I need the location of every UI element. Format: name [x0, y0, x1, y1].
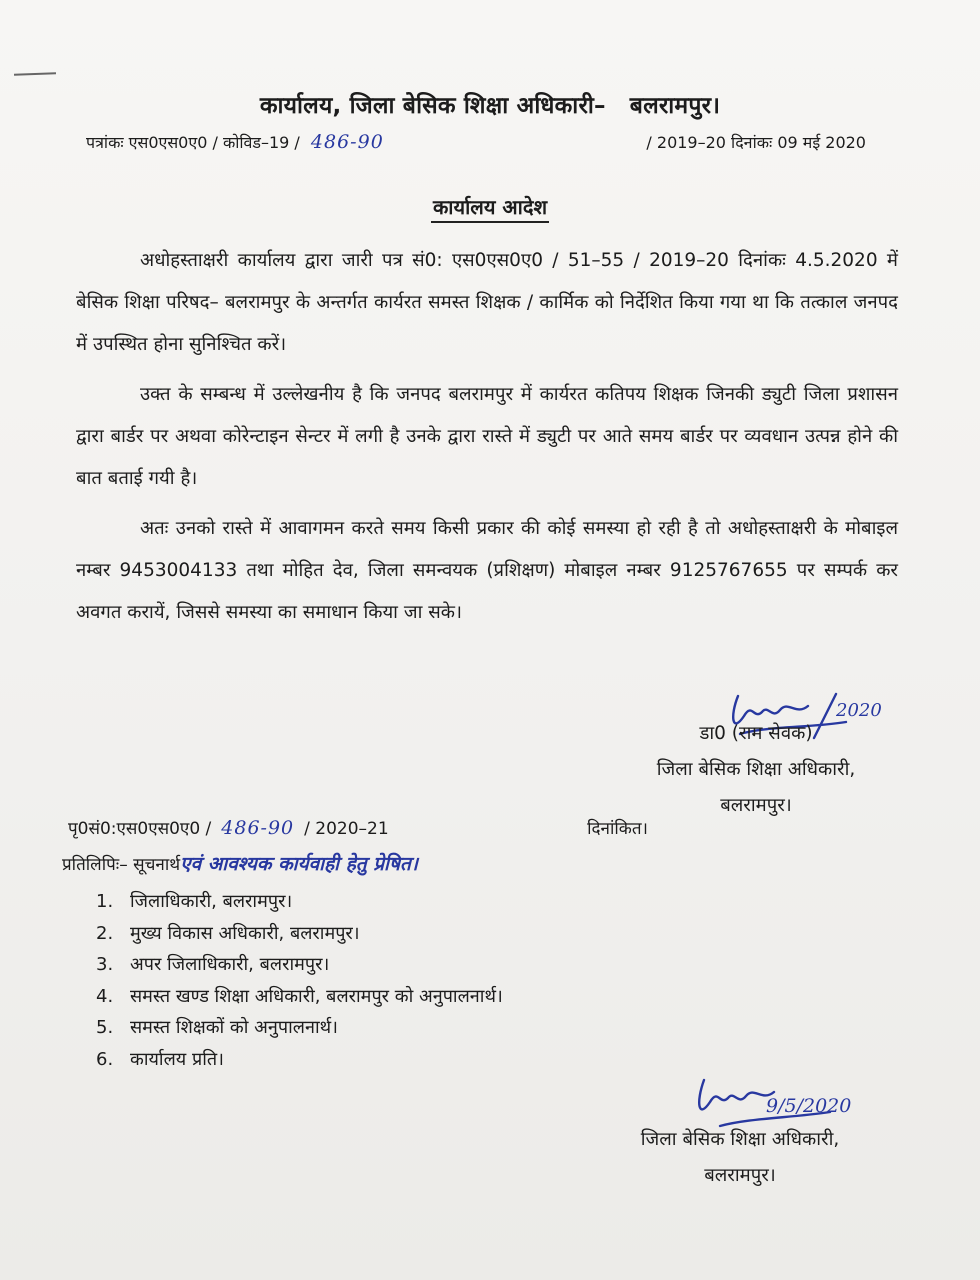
recipient-text: मुख्य विकास अधिकारी, बलरामपुर।: [130, 922, 360, 944]
office-district: बलरामपुर।: [629, 93, 721, 119]
recipient-number: 5.: [96, 1017, 114, 1038]
signatory-place: बलरामपुर।: [720, 795, 792, 816]
signatory-name: डा0 (राम सेवक): [699, 723, 813, 744]
signatory-2-place: बलरामपुर।: [704, 1165, 776, 1186]
recipient-number: 4.: [96, 985, 114, 1007]
body-paragraph-3: अतः उनको रास्ते में आवागमन करते समय किसी प्रकार की कोई समस्या हो रही है तो अधोहस्ताक्षरी के मोबाइल नम्बर 9453004133 तथा मोहित देव, जिला समन्वयक (प्रशिक्षण) मोबाइल नम्बर 9125767655 पर सम्पर्क कर अवगत करायें, जिससे समस्या का समाधान किया जा सके।: [76, 518, 898, 623]
recipient-text: अपर जिलाधिकारी, बलरामपुर।: [130, 954, 330, 975]
reference-line: [86, 131, 866, 161]
signatory-2-designation: जिला बेसिक शिक्षा अधिकारी,: [640, 1129, 840, 1150]
recipient-list: [96, 886, 503, 1075]
signature-2-date: 9/5/2020: [766, 1095, 852, 1117]
copy-reference-line: [68, 816, 648, 848]
recipient-item: [96, 949, 503, 981]
office-title: कार्यालय, जिला बेसिक शिक्षा अधिकारी–: [259, 93, 606, 119]
recipient-text: समस्त खण्ड शिक्षा अधिकारी, बलरामपुर को अनुपालनार्थ।: [130, 985, 503, 1007]
recipient-number: 6.: [96, 1048, 114, 1070]
copy-ref-handwritten-number: 486-90: [221, 817, 295, 839]
recipient-text: जिलाधिकारी, बलरामपुर।: [130, 891, 293, 912]
recipient-item: [96, 1044, 503, 1076]
copy-ref-year: / 2020–21: [304, 819, 389, 839]
copy-ref-prefix: पृ0सं0:एस0एस0ए0 /: [68, 819, 212, 839]
office-header: [0, 88, 980, 120]
recipient-item: [96, 981, 503, 1013]
signature-1-date: 2020: [836, 700, 882, 721]
recipient-number: 2.: [96, 922, 114, 944]
copy-to-label: प्रतिलिपिः– सूचनार्थ: [62, 855, 181, 875]
signatory-designation: जिला बेसिक शिक्षा अधिकारी,: [656, 759, 856, 780]
body-paragraph-2: उक्त के सम्बन्ध में उल्लेखनीय है कि जनपद बलरामपुर में कार्यरत कतिपय शिक्षक जिनकी ड्युटी जिला प्रशासन द्वारा बार्डर पर अथवा कोरेन्टाइन सेन्टर में लगी है उनके द्वारा रास्ते में ड्युटी पर आते समय बार्डर पर व्यवधान उत्पन्न होने की बात बताई गयी है।: [76, 384, 898, 489]
recipient-number: 1.: [96, 891, 114, 912]
ref-handwritten-number: 486-90: [310, 131, 384, 153]
recipient-text: समस्त शिक्षकों को अनुपालनार्थ।: [130, 1017, 338, 1038]
recipient-item: [96, 886, 503, 918]
recipient-item: [96, 1012, 503, 1044]
copy-date-label: दिनांकित।: [587, 819, 648, 839]
recipient-text: कार्यालय प्रति।: [130, 1048, 224, 1070]
recipient-number: 3.: [96, 954, 114, 975]
margin-mark: [14, 72, 56, 75]
ref-year-date: / 2019–20 दिनांकः 09 मई 2020: [646, 133, 866, 152]
copy-to-line: [62, 850, 418, 876]
signature-block-2: [610, 1122, 870, 1194]
recipient-item: [96, 918, 503, 950]
copy-to-handwritten: एवं आवश्यक कार्यवाही हेतु प्रेषित।: [180, 853, 418, 875]
order-title: कार्यालय आदेश: [0, 193, 980, 220]
ref-prefix: पत्रांकः एस0एस0ए0 / कोविड–19 /: [86, 133, 300, 152]
body-paragraph-1: अधोहस्ताक्षरी कार्यालय द्वारा जारी पत्र सं0: एस0एस0ए0 / 51–55 / 2019–20 दिनांकः 4.5.2020 में बेसिक शिक्षा परिषद– बलरामपुर के अन्तर्गत कार्यरत समस्त शिक्षक / कार्मिक को निर्देशित किया गया था कि तत्काल जनपद में उपस्थित होना सुनिश्चित करें।: [76, 250, 898, 355]
signature-block-1: [626, 716, 886, 824]
